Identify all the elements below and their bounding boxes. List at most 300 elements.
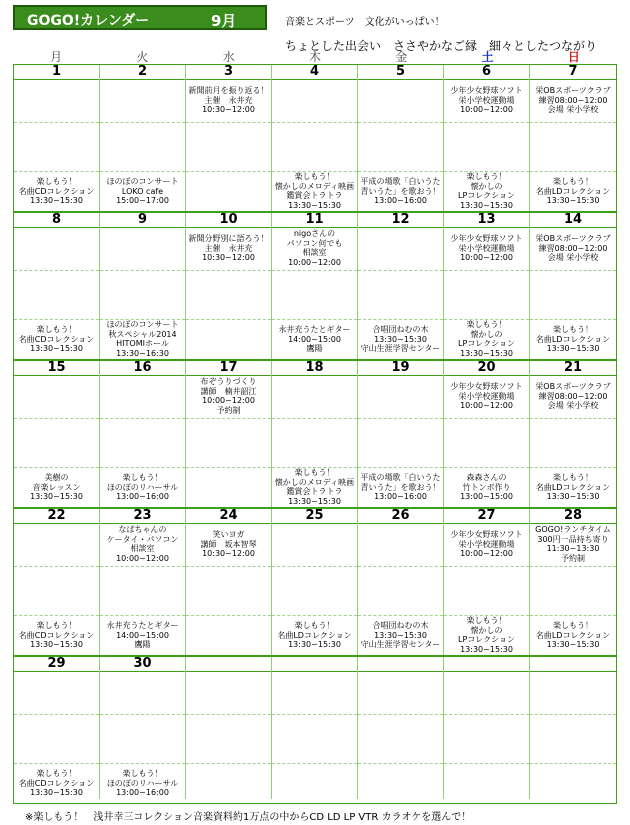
event-line: 練習08:00~12:00	[538, 391, 608, 401]
day-number: 21	[530, 361, 616, 376]
slot-divider	[100, 467, 185, 468]
event-line: 栄小学校運動場	[458, 95, 515, 105]
calendar-month: 9月	[211, 12, 237, 30]
day-number: 6	[444, 65, 529, 80]
event-line: 楽しもう！	[553, 473, 593, 482]
event-line: 名曲LDコレクション	[277, 630, 352, 640]
slot-divider	[272, 122, 357, 123]
day-number: 30	[100, 657, 185, 672]
slot-divider	[186, 270, 271, 271]
event-line: 13:00~15:00	[460, 492, 513, 502]
event-line: 楽しもう！	[553, 177, 593, 186]
event-entry	[530, 621, 616, 650]
slot-divider	[530, 615, 616, 616]
calendar-title-box	[13, 5, 267, 30]
day-number: 1	[14, 65, 99, 80]
event-line: 名曲CDコレクション	[18, 334, 95, 344]
day-cell	[530, 65, 616, 211]
slot-divider	[14, 714, 99, 715]
day-cell	[444, 65, 530, 211]
slot-divider	[444, 714, 529, 715]
event-line: 13:00~16:00	[374, 196, 427, 206]
day-cell	[14, 509, 100, 655]
event-entry	[14, 473, 99, 502]
event-line: 13:30~15:30	[546, 196, 600, 206]
event-line: 懐かしのメロディ映画	[274, 181, 355, 191]
event-line: 美樹の	[44, 473, 69, 482]
day-number	[186, 657, 271, 672]
day-number: 20	[444, 361, 529, 376]
event-line: 懐かしの	[470, 329, 503, 339]
event-line: 新聞分野別に語ろう！	[188, 234, 269, 243]
slot-divider	[530, 467, 616, 468]
event-line: LPコレクション	[458, 191, 515, 201]
event-entry	[186, 86, 271, 115]
event-entry	[100, 177, 185, 206]
event-line: 名曲CDコレクション	[18, 630, 95, 640]
slot-divider	[358, 763, 443, 764]
calendar-week	[14, 657, 616, 799]
event-line: 会場 栄小学校	[547, 401, 599, 411]
event-line: 13:30~15:30	[288, 200, 341, 210]
event-line: 練習08:00~12:00	[538, 243, 608, 253]
weekday-sat: 土	[481, 50, 494, 64]
day-cell	[272, 657, 358, 799]
slot-divider	[100, 270, 185, 271]
event-entry	[100, 621, 185, 650]
event-line: 竹トンボ作り	[462, 482, 511, 492]
day-cell	[14, 657, 100, 799]
day-cell	[358, 657, 444, 799]
day-cell	[14, 65, 100, 211]
day-number: 27	[444, 509, 529, 524]
day-cell	[444, 361, 530, 507]
event-line: 10:00~12:00	[202, 396, 255, 406]
event-line: 平成の場歌「白いうた	[360, 177, 441, 186]
day-number: 28	[530, 509, 616, 524]
event-line: 栄OBスポーツクラブ	[535, 86, 611, 95]
event-line: ほのぼのコンサート	[106, 177, 179, 186]
day-cell	[14, 361, 100, 507]
event-entry	[530, 177, 616, 206]
day-number: 11	[272, 213, 357, 228]
slot-divider	[444, 270, 529, 271]
slot-divider	[186, 566, 271, 567]
event-line: 少年少女野球ソフト	[450, 530, 523, 539]
event-line: 笑いヨガ	[212, 530, 245, 539]
day-cell	[444, 213, 530, 359]
event-line: ほのぼのリハーサル	[106, 778, 179, 788]
event-line: 守山生涯学習センター	[360, 640, 441, 650]
slot-divider	[358, 714, 443, 715]
slot-divider	[358, 615, 443, 616]
slot-divider	[14, 615, 99, 616]
event-entry	[14, 769, 99, 798]
day-cell	[186, 213, 272, 359]
slot-divider	[530, 171, 616, 172]
event-line: 14:00~15:00	[288, 334, 341, 344]
event-line: 10:00~12:00	[460, 549, 513, 559]
day-cell	[530, 213, 616, 359]
event-line: 懐かしの	[470, 625, 503, 635]
event-line: 守山生涯学習センター	[360, 344, 441, 354]
slot-divider	[444, 122, 529, 123]
event-line: ほのぼのリハーサル	[106, 482, 179, 492]
event-entry	[100, 473, 185, 502]
slot-divider	[186, 615, 271, 616]
event-line: 名曲CDコレクション	[18, 186, 95, 196]
day-cell	[272, 65, 358, 211]
slot-divider	[358, 171, 443, 172]
slot-divider	[100, 418, 185, 419]
event-entry	[358, 325, 443, 354]
event-line: 名曲LDコレクション	[535, 334, 611, 344]
slot-divider	[530, 270, 616, 271]
calendar-grid	[13, 64, 617, 804]
event-line: 青いうた」を歌おう！	[360, 482, 441, 492]
slot-divider	[14, 171, 99, 172]
slot-divider	[272, 270, 357, 271]
weekday-tue: 火	[136, 50, 149, 64]
event-entry	[272, 621, 357, 650]
event-line: 講師 楠井韶江	[200, 386, 257, 396]
weekday-thu: 木	[308, 50, 321, 64]
day-number	[530, 657, 616, 672]
slot-divider	[530, 763, 616, 764]
event-line: 予約制	[561, 553, 585, 563]
slot-divider	[186, 122, 271, 123]
slot-divider	[100, 763, 185, 764]
event-line: 名曲LDコレクション	[535, 630, 611, 640]
event-line: 楽しもう！	[36, 177, 77, 186]
event-entry	[444, 616, 529, 654]
slot-divider	[14, 270, 99, 271]
event-line: 13:30~15:30	[546, 640, 600, 650]
event-line: パソコン何でも	[286, 238, 343, 248]
event-entry	[444, 320, 529, 358]
event-entry	[14, 177, 99, 206]
event-line: 13:30~15:30	[288, 496, 341, 506]
event-line: 13:30~15:30	[30, 492, 83, 502]
event-entry	[14, 621, 99, 650]
slot-divider	[186, 467, 271, 468]
event-line: 青いうた」を歌おう！	[360, 186, 441, 196]
day-cell	[186, 509, 272, 655]
event-line: GOGO!ランチタイム	[535, 525, 611, 534]
calendar-week	[14, 65, 616, 213]
event-line: 10:00~12:00	[116, 553, 169, 563]
slot-divider	[358, 319, 443, 320]
day-number: 13	[444, 213, 529, 228]
event-entry	[444, 86, 529, 115]
event-line: 300円一品持ち寄り	[537, 534, 609, 544]
slot-divider	[186, 319, 271, 320]
slot-divider	[186, 763, 271, 764]
calendar-week	[14, 361, 616, 509]
day-number: 15	[14, 361, 99, 376]
slot-divider	[14, 319, 99, 320]
event-line: 楽しもう！	[36, 325, 77, 334]
event-line: 名曲LDコレクション	[535, 482, 611, 492]
event-entry	[14, 325, 99, 354]
event-line: 楽しもう！	[553, 621, 593, 630]
event-line: 楽しもう！	[122, 769, 163, 778]
slot-divider	[14, 467, 99, 468]
event-line: 栄OBスポーツクラブ	[535, 234, 611, 243]
slot-divider	[100, 171, 185, 172]
event-line: 楽しもう！	[294, 621, 335, 630]
day-cell	[358, 213, 444, 359]
event-line: 13:30~15:30	[288, 640, 341, 650]
slot-divider	[272, 418, 357, 419]
calendar-week	[14, 509, 616, 657]
event-line: 平成の場歌「白いうた	[360, 473, 441, 482]
event-line: 栄小学校運動場	[458, 243, 515, 253]
event-line: 会場 栄小学校	[547, 105, 599, 115]
event-entry	[444, 473, 529, 502]
event-line: 10:00~12:00	[460, 401, 513, 411]
day-number: 17	[186, 361, 271, 376]
event-line: 永井充うたとギター	[278, 325, 351, 334]
event-line: LPコレクション	[458, 635, 515, 645]
event-entry	[444, 530, 529, 559]
event-line: 鷹陽	[306, 344, 323, 354]
day-number: 2	[100, 65, 185, 80]
day-cell	[186, 657, 272, 799]
event-entry	[272, 172, 357, 210]
event-line: 10:30~12:00	[202, 253, 255, 263]
event-line: 13:30~16:30	[116, 348, 169, 358]
event-line: 13:30~15:30	[374, 334, 427, 344]
event-entry	[186, 530, 271, 559]
day-number: 3	[186, 65, 271, 80]
event-line: 秋スペシャル2014	[108, 329, 177, 339]
event-line: 13:30~15:30	[460, 644, 513, 654]
event-line: 森森さんの	[466, 473, 507, 482]
event-entry	[100, 769, 185, 798]
event-line: 懐かしのメロディ映画	[274, 477, 355, 487]
slot-divider	[358, 122, 443, 123]
event-line: 10:00~12:00	[288, 257, 341, 267]
weekday-wed: 水	[222, 50, 235, 64]
event-entry	[530, 234, 616, 263]
event-line: 鑑賞会トラトラ	[286, 191, 343, 201]
event-entry	[444, 382, 529, 411]
slot-divider	[358, 270, 443, 271]
event-line: 10:00~12:00	[460, 253, 513, 263]
event-line: 少年少女野球ソフト	[450, 234, 523, 243]
event-line: LPコレクション	[458, 339, 515, 349]
day-number: 18	[272, 361, 357, 376]
subtitle-primary: 音楽とスポーツ 文化がいっぱい！	[285, 17, 445, 28]
event-entry	[530, 382, 616, 411]
day-number: 24	[186, 509, 271, 524]
slot-divider	[100, 714, 185, 715]
day-cell	[530, 361, 616, 507]
day-number: 22	[14, 509, 99, 524]
event-line: 名曲CDコレクション	[18, 778, 95, 788]
event-entry	[530, 325, 616, 354]
event-line: 13:30~15:30	[30, 788, 83, 798]
calendar-week	[14, 213, 616, 361]
event-line: 会場 栄小学校	[547, 253, 599, 263]
day-number	[358, 657, 443, 672]
event-line: 13:30~15:30	[374, 630, 427, 640]
day-number: 8	[14, 213, 99, 228]
event-line: 11:30~13:30	[546, 544, 600, 554]
event-line: 栄OBスポーツクラブ	[535, 382, 611, 391]
day-number: 10	[186, 213, 271, 228]
weekday-fri: 金	[395, 50, 408, 64]
event-line: 栄小学校運動場	[458, 539, 515, 549]
event-entry	[530, 473, 616, 502]
event-entry	[272, 229, 357, 267]
slot-divider	[530, 418, 616, 419]
slot-divider	[444, 763, 529, 764]
event-entry	[530, 86, 616, 115]
event-line: 鑑賞会トラトラ	[286, 487, 343, 497]
event-line: 楽しもう！	[466, 320, 507, 329]
event-entry	[186, 377, 271, 415]
event-line: 講師 坂本智琴	[200, 539, 257, 549]
event-line: 予約制	[216, 405, 241, 415]
event-line: 懐かしの	[470, 181, 503, 191]
event-line: 鷹陽	[134, 640, 151, 650]
event-line: 10:30~12:00	[202, 105, 255, 115]
event-line: 主催 永井充	[204, 95, 253, 105]
event-entry	[358, 473, 443, 502]
day-cell	[186, 65, 272, 211]
slot-divider	[444, 467, 529, 468]
day-number: 7	[530, 65, 616, 80]
day-cell	[100, 213, 186, 359]
day-number: 5	[358, 65, 443, 80]
event-entry	[358, 621, 443, 650]
event-line: 新聞前月を振り返る！	[188, 86, 269, 95]
slot-divider	[186, 418, 271, 419]
slot-divider	[186, 714, 271, 715]
slot-divider	[358, 467, 443, 468]
event-line: 15:00~17:00	[116, 196, 169, 206]
slot-divider	[272, 615, 357, 616]
event-line: 楽しもう！	[294, 172, 335, 181]
event-line: 合唱団ねむの木	[372, 325, 429, 334]
slot-divider	[272, 763, 357, 764]
event-line: 14:00~15:00	[116, 630, 169, 640]
event-line: 相談室	[130, 544, 155, 554]
event-entry	[444, 172, 529, 210]
slot-divider	[100, 122, 185, 123]
slot-divider	[272, 319, 357, 320]
weekday-sun: 日	[567, 50, 580, 64]
day-cell	[358, 509, 444, 655]
day-cell	[100, 657, 186, 799]
slot-divider	[14, 763, 99, 764]
event-line: 永井充うたとギター	[106, 621, 179, 630]
event-line: 13:00~16:00	[116, 788, 169, 798]
day-cell	[100, 509, 186, 655]
event-line: 楽しもう！	[294, 468, 335, 477]
event-entry	[100, 320, 185, 358]
event-entry	[358, 177, 443, 206]
event-line: 13:00~16:00	[374, 492, 427, 502]
event-entry	[186, 234, 271, 263]
event-line: なぱちゃんの	[118, 525, 167, 534]
event-line: 13:30~15:30	[460, 348, 513, 358]
day-number: 4	[272, 65, 357, 80]
slot-divider	[100, 566, 185, 567]
event-line: 楽しもう！	[36, 621, 77, 630]
slot-divider	[14, 418, 99, 419]
day-cell	[530, 509, 616, 655]
day-number: 25	[272, 509, 357, 524]
event-line: 13:30~15:30	[30, 196, 83, 206]
weekday-header	[13, 50, 617, 64]
day-cell	[272, 213, 358, 359]
slot-divider	[444, 566, 529, 567]
day-cell	[100, 65, 186, 211]
slot-divider	[272, 714, 357, 715]
event-line: 13:30~15:30	[30, 640, 83, 650]
slot-divider	[358, 566, 443, 567]
event-line: 13:30~15:30	[460, 200, 513, 210]
slot-divider	[272, 566, 357, 567]
event-line: 13:30~15:30	[546, 344, 600, 354]
day-number: 9	[100, 213, 185, 228]
event-entry	[444, 234, 529, 263]
day-number: 23	[100, 509, 185, 524]
event-line: 楽しもう！	[122, 473, 163, 482]
event-entry	[530, 525, 616, 563]
event-line: 楽しもう！	[466, 616, 507, 625]
slot-divider	[14, 122, 99, 123]
day-cell	[530, 657, 616, 799]
event-line: ほのぼのコンサート	[106, 320, 179, 329]
day-cell	[272, 509, 358, 655]
slot-divider	[358, 418, 443, 419]
event-line: 少年少女野球ソフト	[450, 382, 523, 391]
day-number: 14	[530, 213, 616, 228]
event-line: 13:00~16:00	[116, 492, 169, 502]
day-number: 16	[100, 361, 185, 376]
footer-note: ※楽しもう！ 浅井幸三コレクション音楽資料約1万点の中からCD LD LP VTR カラオケを選んで！	[25, 812, 472, 823]
subtitle-secondary: ちょとした出会い ささやかなご縁 細々としたつながり	[285, 39, 598, 53]
day-number: 19	[358, 361, 443, 376]
day-cell	[358, 361, 444, 507]
day-cell	[444, 509, 530, 655]
slot-divider	[100, 615, 185, 616]
event-line: nigoさんの	[293, 229, 336, 238]
event-line: 13:30~15:30	[30, 344, 83, 354]
day-number: 26	[358, 509, 443, 524]
slot-divider	[530, 714, 616, 715]
event-line: 布ぞうりづくり	[200, 377, 257, 386]
day-number	[444, 657, 529, 672]
day-number: 12	[358, 213, 443, 228]
event-line: 合唱団ねむの木	[372, 621, 429, 630]
event-line: 楽しもう！	[36, 769, 77, 778]
event-line: 練習08:00~12:00	[538, 95, 608, 105]
event-entry	[100, 525, 185, 563]
event-line: LOKO cafe	[121, 186, 164, 196]
calendar-title: GOGO!カレンダー	[27, 13, 150, 29]
slot-divider	[444, 418, 529, 419]
day-cell	[100, 361, 186, 507]
event-entry	[272, 325, 357, 354]
event-line: ケータイ・パソコン	[106, 534, 179, 544]
event-line: 10:30~12:00	[202, 549, 255, 559]
slot-divider	[186, 171, 271, 172]
